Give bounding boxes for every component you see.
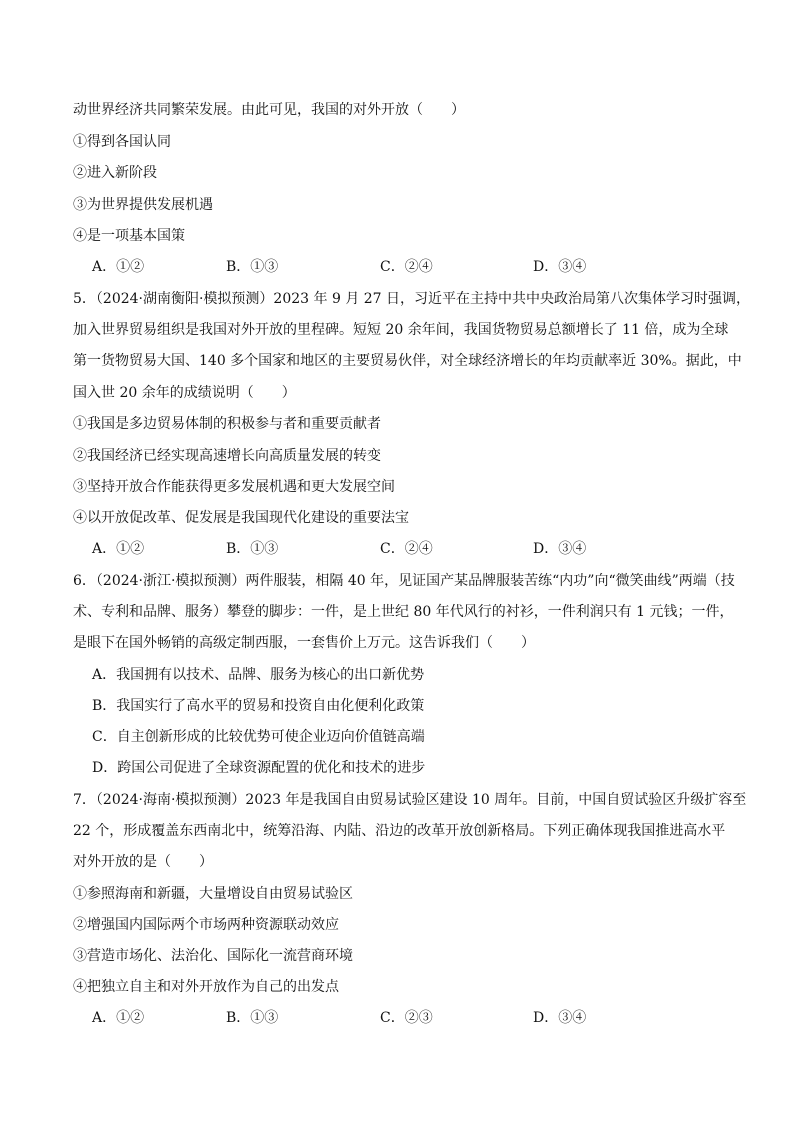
q6-choice-d[interactable]: D．跨国公司促进了全球资源配置的优化和技术的进步	[92, 760, 426, 776]
q7-option-a[interactable]: A．①②	[92, 1010, 145, 1026]
q5-stem-line-4: 国入世 20 余年的成绩说明（ ）	[73, 385, 296, 401]
q5-option-d[interactable]: D．③④	[533, 541, 587, 557]
q5-item-2: ②我国经济已经实现高速增长向高质量发展的转变	[73, 448, 381, 464]
q5-option-a[interactable]: A．①②	[92, 541, 145, 557]
q7-item-4: ④把独立自主和对外开放作为自己的出发点	[73, 979, 339, 995]
q4-stem-end: 动世界经济共同繁荣发展。由此可见，我国的对外开放（ ）	[73, 102, 465, 118]
q5-stem-line-1: 5．（2024·湖南衡阳·模拟预测）2023 年 9 月 27 日，习近平在主持中共中央政治局第八次集体学习时强调，	[73, 291, 751, 307]
q7-item-2: ②增强国内国际两个市场两种资源联动效应	[73, 917, 339, 933]
q4-item-3: ③为世界提供发展机遇	[73, 197, 213, 213]
q7-stem-line-3: 对外开放的是（ ）	[73, 854, 213, 870]
q7-stem-line-2: 22 个，形成覆盖东西南北中，统筹沿海、内陆、沿边的改革开放创新格局。下列正确体现我国推进高水平	[73, 823, 726, 839]
q5-option-b[interactable]: B．①③	[226, 541, 279, 557]
q7-options	[92, 1009, 712, 1027]
q4-option-a[interactable]: A．①②	[92, 259, 145, 275]
q4-item-4: ④是一项基本国策	[73, 228, 185, 244]
q6-choice-c[interactable]: C．自主创新形成的比较优势可使企业迈向价值链高端	[92, 729, 425, 745]
q5-option-c[interactable]: C．②④	[380, 541, 433, 557]
q5-item-4: ④以开放促改革、促发展是我国现代化建设的重要法宝	[73, 510, 409, 526]
q7-item-3: ③营造市场化、法治化、国际化一流营商环境	[73, 948, 353, 964]
q6-stem-line-2: 术、专利和品牌、服务）攀登的脚步：一件，是上世纪 80 年代风行的衬衫，一件利润只有 1 元钱；一件，	[73, 604, 734, 620]
q6-stem-line-3: 是眼下在国外畅销的高级定制西服，一套售价上万元。这告诉我们（ ）	[73, 635, 535, 651]
q6-choice-b[interactable]: B．我国实行了高水平的贸易和投资自由化便利化政策	[92, 698, 425, 714]
q5-options	[92, 540, 712, 558]
q6-choice-a[interactable]: A．我国拥有以技术、品牌、服务为核心的出口新优势	[92, 667, 425, 683]
q4-option-c[interactable]: C．②④	[380, 259, 433, 275]
q5-stem-line-2: 加入世界贸易组织是我国对外开放的里程碑。短短 20 余年间，我国货物贸易总额增长了 11 倍，成为全球	[73, 322, 729, 338]
q5-item-1: ①我国是多边贸易体制的积极参与者和重要贡献者	[73, 416, 381, 432]
q4-option-b[interactable]: B．①③	[226, 259, 279, 275]
q7-option-c[interactable]: C．②③	[380, 1010, 433, 1026]
q7-option-d[interactable]: D．③④	[533, 1010, 587, 1026]
q5-item-3: ③坚持开放合作能获得更多发展机遇和更大发展空间	[73, 479, 395, 495]
q5-stem-line-3: 第一货物贸易大国、140 多个国家和地区的主要贸易伙伴，对全球经济增长的年均贡献率近 30%。据此，中	[73, 353, 742, 369]
q4-option-d[interactable]: D．③④	[533, 259, 587, 275]
q4-options	[92, 258, 712, 276]
q7-stem-line-1: 7．（2024·海南·模拟预测）2023 年是我国自由贸易试验区建设 10 周年。目前，中国自贸试验区升级扩容至	[73, 792, 747, 808]
q7-item-1: ①参照海南和新疆，大量增设自由贸易试验区	[73, 886, 353, 902]
q7-option-b[interactable]: B．①③	[226, 1010, 279, 1026]
q4-item-2: ②进入新阶段	[73, 165, 157, 181]
q6-stem-line-1: 6．（2024·浙江·模拟预测）两件服装，相隔 40 年，见证国产某品牌服装苦练“内功”向“微笑曲线”两端（技	[73, 573, 735, 589]
q4-item-1: ①得到各国认同	[73, 134, 171, 150]
